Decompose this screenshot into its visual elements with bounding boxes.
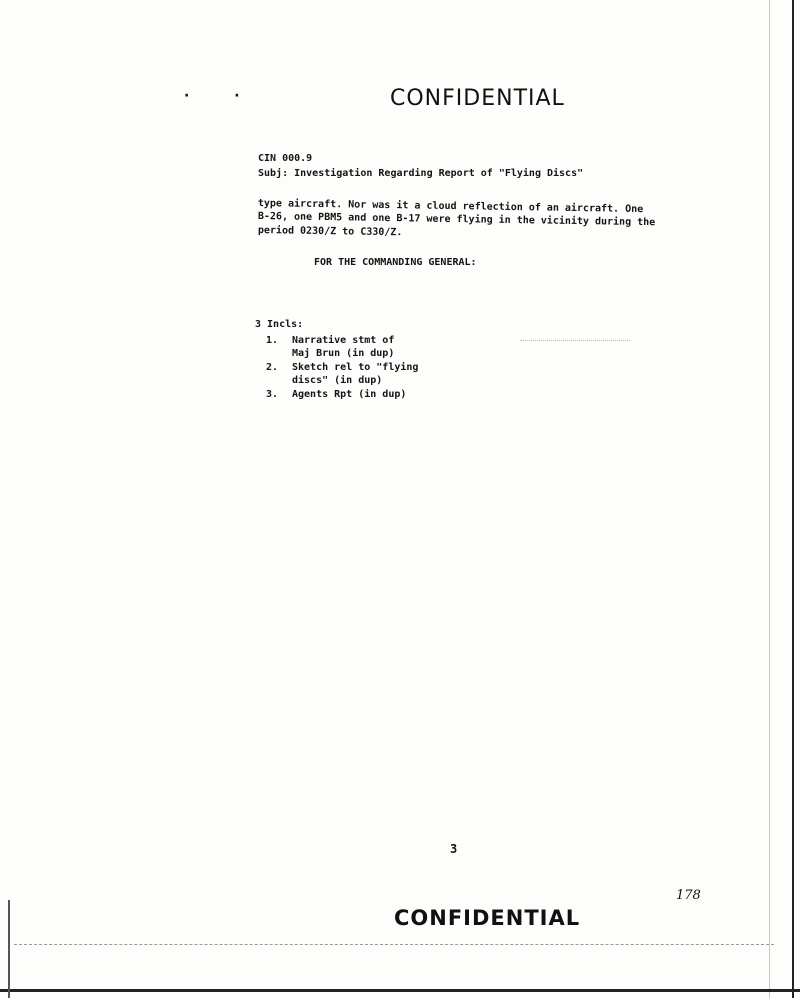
inclosure-3 (266, 388, 406, 401)
signoff-line: FOR THE COMMANDING GENERAL: (314, 257, 477, 268)
scan-dash-line (14, 944, 774, 945)
file-reference: CIN 000.9 (258, 153, 313, 164)
inclosure-text: Narrative stmt of (292, 335, 395, 346)
body-line-1: type aircraft. Nor was it a cloud reflection of an aircraft. One (257, 197, 644, 216)
inclosure-2-continued: discs" (in dup) (292, 375, 383, 386)
faint-scan-marks (520, 340, 630, 351)
classification-stamp-top: CONFIDENTIAL (390, 86, 565, 111)
scan-edge-right (792, 0, 794, 998)
inclosure-text: Sketch rel to "flying (292, 362, 419, 373)
page-number: 3 (450, 842, 458, 856)
body-line-3: period 0230/Z to C330/Z. (257, 224, 403, 239)
inclosure-1 (266, 334, 394, 347)
scan-edge-left (8, 900, 10, 998)
inclosure-number: 3. (266, 389, 279, 400)
inclosure-number: 2. (266, 362, 279, 373)
classification-stamp-bottom: CONFIDENTIAL (394, 906, 581, 930)
scan-edge-right-faint (769, 0, 770, 998)
body-line-2: B-26, one PBM5 and one B-17 were flying in the vicinity during the (257, 210, 656, 229)
inclosures-heading: 3 Incls: (255, 319, 304, 330)
scan-edge-bottom (0, 989, 800, 992)
inclosure-1-continued: Maj Brun (in dup) (292, 348, 395, 359)
inclosure-number: 1. (266, 335, 279, 346)
subject-line: Subj: Investigation Regarding Report of "Flying Discs" (258, 168, 584, 179)
top-marks: · · (184, 88, 260, 104)
inclosure-2 (266, 361, 418, 374)
archive-number: 178 (676, 888, 701, 903)
inclosure-text: Agents Rpt (in dup) (292, 389, 407, 400)
